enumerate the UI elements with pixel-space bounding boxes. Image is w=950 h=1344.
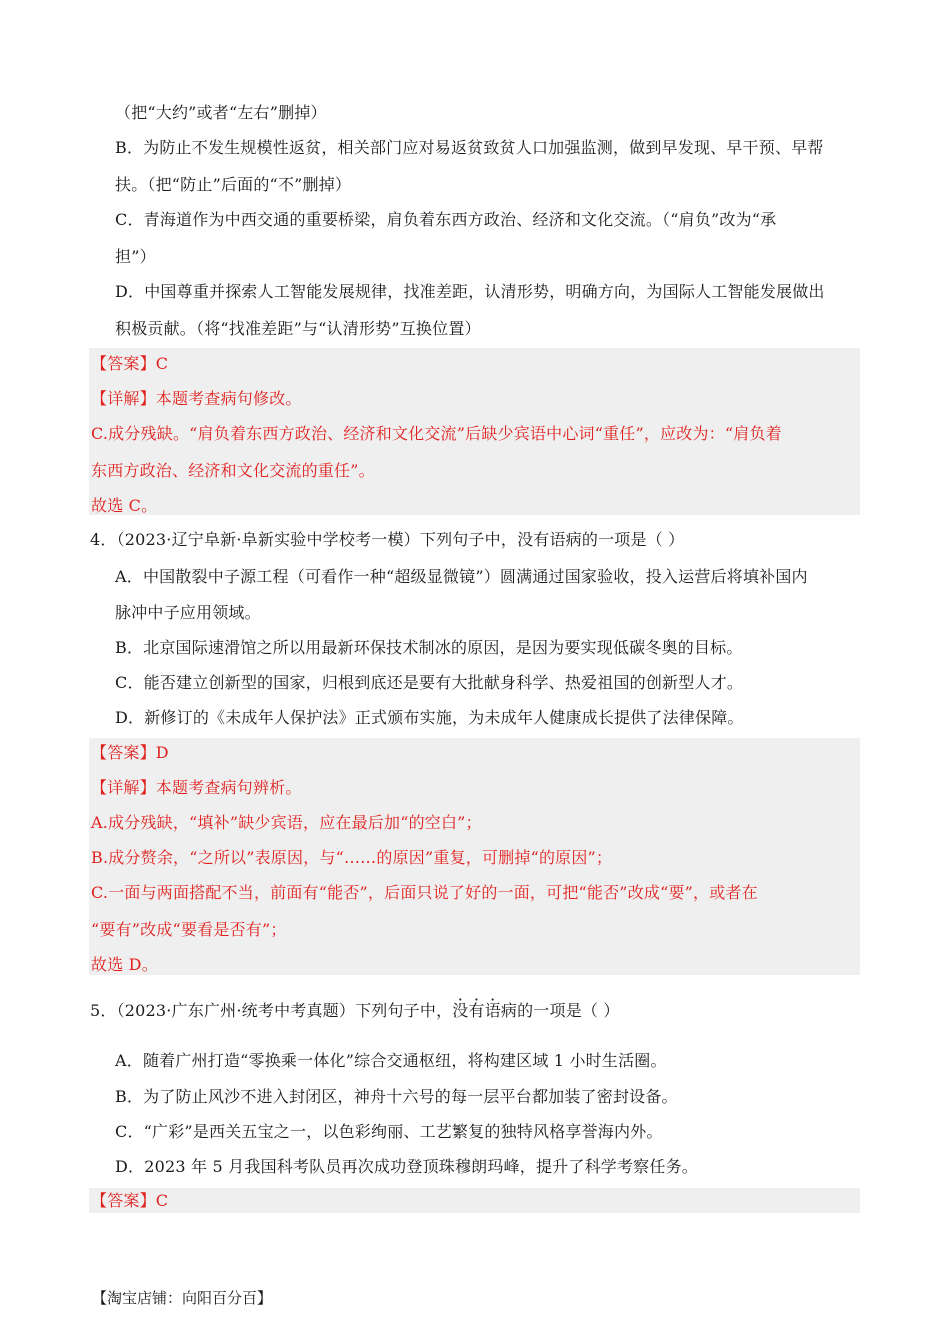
answer-label: 【答案】C — [91, 354, 169, 373]
q4-explanation-c-line2: “要有”改成“要看是否有”； — [91, 920, 287, 939]
q5-answer-label: 【答案】C — [91, 1191, 169, 1210]
option-b-line1: B．为防止不发生规模性返贫，相关部门应对易返贫致贫人口加强监测，做到早发现、早干预、早帮 — [115, 138, 824, 157]
option-c-line2: 担”） — [115, 247, 156, 266]
option-d-line2: 积极贡献。（将“找准差距”与“认清形势”互换位置） — [115, 319, 481, 338]
q5-option-c: C．“广彩”是西关五宝之一，以色彩绚丽、工艺繁复的独特风格享誉海内外。 — [115, 1122, 663, 1141]
q4-explanation-a: A.成分残缺，“填补”缺少宾语，应在最后加“的空白”； — [91, 813, 482, 832]
q4-choose-line: 故选 D。 — [91, 955, 158, 974]
q4-option-c: C．能否建立创新型的国家，归根到底还是要有大批献身科学、热爱祖国的创新型人才。 — [115, 673, 744, 692]
q5-option-d: D．2023 年 5 月我国科考队员再次成功登顶珠穆朗玛峰，提升了科学考察任务。 — [115, 1157, 698, 1176]
q4-explanation-b: B.成分赘余，“之所以”表原因，与“……的原因”重复，可删掉“的原因”； — [91, 848, 613, 867]
option-a-tail: （把“大约”或者“左右”删掉） — [115, 103, 327, 122]
option-b-line2: 扶。（把“防止”后面的“不”删掉） — [115, 175, 352, 194]
explanation-line2: 东西方政治、经济和文化交流的重任”。 — [91, 461, 375, 480]
q4-option-d: D．新修订的《未成年人保护法》正式颁布实施，为未成年人健康成长提供了法律保障。 — [115, 708, 744, 727]
emphasis-char-3: 语 — [484, 1001, 501, 1020]
option-d-line1: D．中国尊重并探索人工智能发展规律，找准差距，认清形势，明确方向，为国际人工智能发展做出 — [115, 282, 825, 301]
emphasis-char-1: 没 — [452, 1001, 469, 1020]
q5-option-b: B．为了防止风沙不进入封闭区，神舟十六号的每一层平台都加装了密封设备。 — [115, 1087, 678, 1106]
q4-explanation-c-line1: C.一面与两面搭配不当，前面有“能否”，后面只说了好的一面，可把“能否”改成“要”，或者在 — [91, 883, 758, 902]
detail-label: 【详解】本题考查病句修改。 — [91, 389, 302, 408]
q4-option-b: B．北京国际速滑馆之所以用最新环保技术制冰的原因，是因为要实现低碳冬奥的目标。 — [115, 638, 743, 657]
q5-stem-suffix: 病的一项是（ ） — [500, 1001, 620, 1020]
q4-answer-label: 【答案】D — [91, 743, 169, 762]
explanation-line1: C.成分残缺。“肩负着东西方政治、经济和文化交流”后缺少宾语中心词“重任”，应改为：“肩负着 — [91, 424, 782, 443]
q4-detail-label: 【详解】本题考查病句辨析。 — [91, 778, 302, 797]
q4-option-a-line2: 脉冲中子应用领域。 — [115, 603, 261, 622]
q4-option-a-line1: A．中国散裂中子源工程（可看作一种“超级显微镜”）圆满通过国家验收，投入运营后将填补国内 — [115, 567, 808, 586]
emphasis-char-2: 有 — [468, 1001, 485, 1020]
question-5-stem — [90, 1000, 620, 1022]
choose-line: 故选 C。 — [91, 496, 158, 515]
question-4-stem: 4．（2023·辽宁阜新·阜新实验中学校考一模）下列句子中，没有语病的一项是（ ） — [90, 530, 685, 549]
answer-block-5 — [89, 1188, 860, 1213]
footer-shop-name: 【淘宝店铺：向阳百分百】 — [92, 1289, 273, 1307]
q5-option-a: A．随着广州打造“零换乘一体化”综合交通枢纽，将构建区域 1 小时生活圈。 — [115, 1051, 667, 1070]
option-c-line1: C．青海道作为中西交通的重要桥梁，肩负着东西方政治、经济和文化交流。（“肩负”改为“承 — [115, 210, 777, 229]
q5-stem-prefix: 5．（2023·广东广州·统考中考真题）下列句子中， — [90, 1001, 453, 1020]
